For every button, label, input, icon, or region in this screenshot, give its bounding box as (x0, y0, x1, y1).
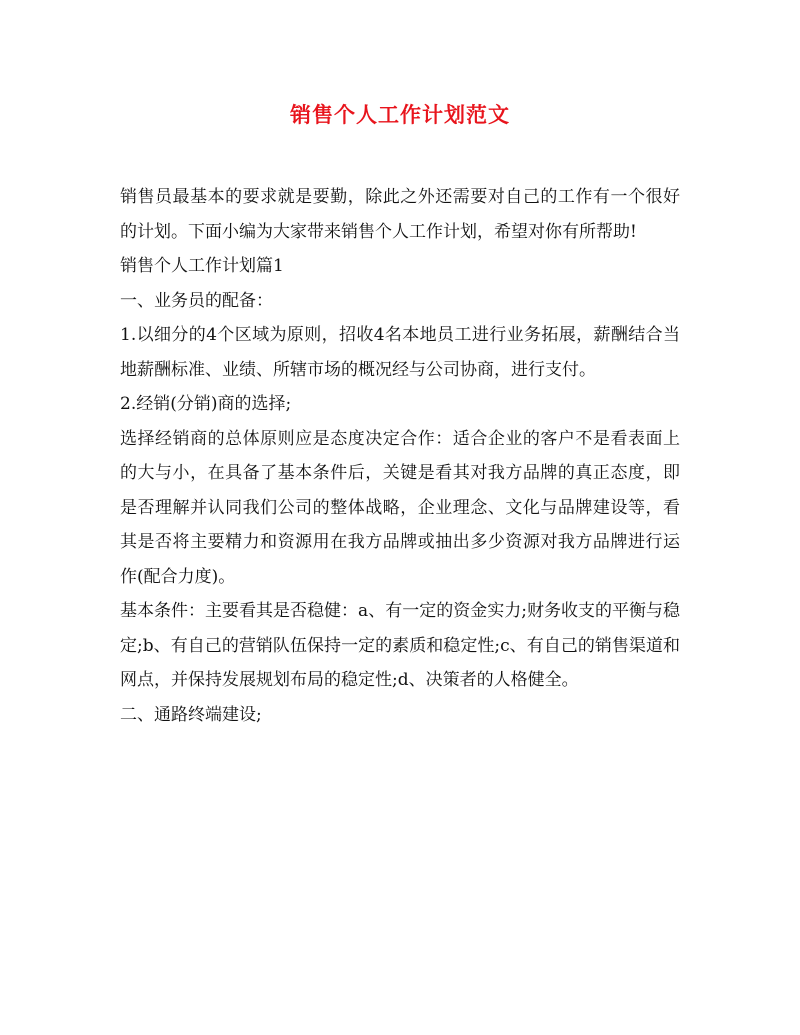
body-paragraph: 1.以细分的4个区域为原则，招收4名本地员工进行业务拓展，薪酬结合当地薪酬标准、业绩、所辖市场的概况经与公司协商，进行支付。 (120, 325, 680, 380)
body-paragraph: 选择经销商的总体原则应是态度决定合作：适合企业的客户不是看表面上的大与小，在具备了基本条件后，关键是看其对我方品牌的真正态度，即是否理解并认同我们公司的整体战略，企业理念、文化与品牌建设等，看其是否将主要精力和资源用在我方品牌或抽出多少资源对我方品牌进行运作(配合力度)。 (120, 428, 680, 587)
subsection-heading: 二、通路终端建设; (120, 704, 262, 725)
body-paragraph: 基本条件：主要看其是否稳健：a、有一定的资金实力;财务收支的平衡与稳定;b、有自己的营销队伍保持一定的素质和稳定性;c、有自己的销售渠道和网点，并保持发展规划布局的稳定性;d、决策者的人格健全。 (120, 601, 680, 690)
document-body (120, 180, 680, 732)
section-heading: 销售个人工作计划篇1 (120, 256, 284, 276)
subsection-heading: 2.经销(分销)商的选择; (120, 394, 292, 414)
subsection-heading: 一、业务员的配备： (120, 290, 273, 311)
document-title: 销售个人工作计划范文 (290, 102, 510, 127)
intro-paragraph: 销售员最基本的要求就是要勤，除此之外还需要对自己的工作有一个很好的计划。下面小编为大家带来销售个人工作计划，希望对你有所帮助! (120, 187, 680, 242)
